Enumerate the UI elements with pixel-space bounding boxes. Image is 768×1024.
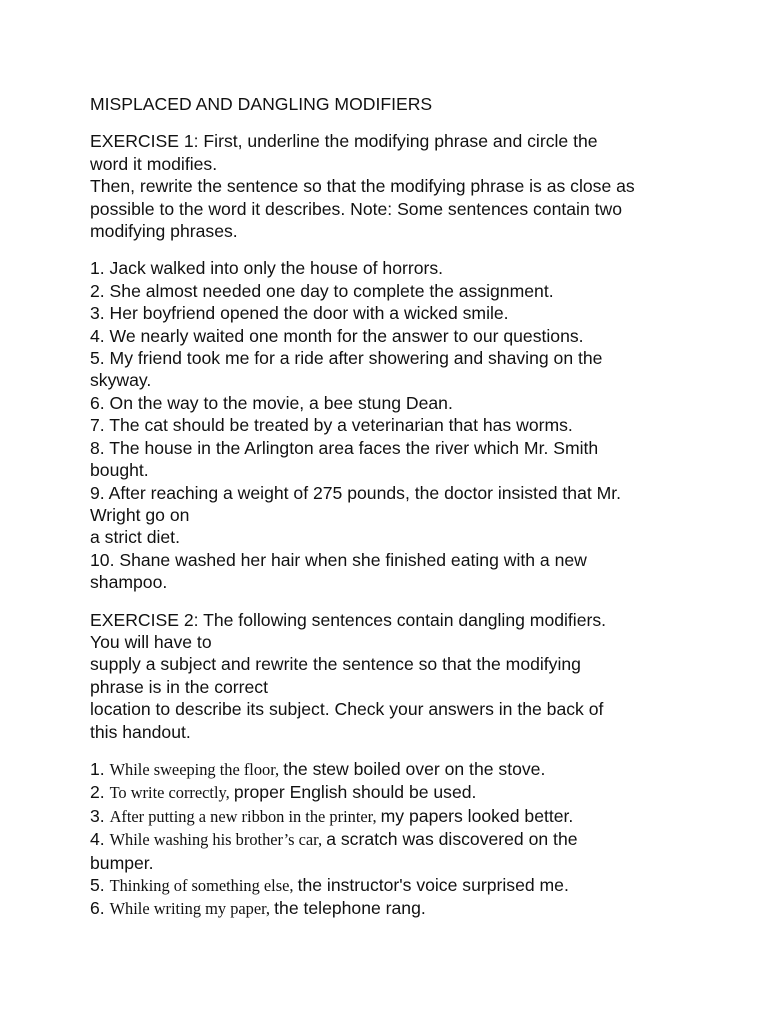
exercise-1-item <box>90 325 690 347</box>
item-text: a scratch was discovered on the <box>326 829 578 850</box>
exercise-2-list <box>90 758 690 921</box>
item-line: bought. <box>90 460 149 481</box>
item-line: shampoo. <box>90 572 168 593</box>
instruction-line: phrase is in the correct <box>90 676 268 697</box>
modifying-phrase: While writing my paper, <box>109 899 275 919</box>
exercise-1-item <box>90 257 690 279</box>
item-line <box>90 874 690 897</box>
exercise-1-item <box>90 549 690 594</box>
item-line: 9. After reaching a weight of 275 pounds, the doctor insisted that Mr. <box>90 482 622 503</box>
instruction-line: EXERCISE 1: First, underline the modifying phrase and circle the <box>90 131 598 152</box>
instruction-line: modifying phrases. <box>90 221 238 242</box>
item-line: 4. We nearly waited one month for the answer to our questions. <box>90 325 584 346</box>
item-line <box>90 805 690 828</box>
modifying-phrase: While washing his brother’s car, <box>109 830 327 850</box>
instruction-line: word it modifies. <box>90 153 218 174</box>
instruction-line: supply a subject and rewrite the sentence so that the modifying <box>90 654 581 675</box>
instruction-line: Then, rewrite the sentence so that the modifying phrase is as close as <box>90 176 635 197</box>
item-line: 8. The house in the Arlington area faces the river which Mr. Smith <box>90 437 599 458</box>
item-number: 1. <box>90 758 110 779</box>
instruction-line: this handout. <box>90 721 191 742</box>
item-text: the telephone rang. <box>274 898 426 919</box>
item-line: Wright go on <box>90 504 190 525</box>
modifying-phrase: After putting a new ribbon in the printer, <box>109 806 381 826</box>
item-number: 3. <box>90 805 110 826</box>
modifying-phrase: While sweeping the floor, <box>109 759 284 779</box>
item-number: 6. <box>90 898 110 919</box>
item-number: 4. <box>90 829 110 850</box>
exercise-1-item <box>90 280 690 302</box>
instruction-line: location to describe its subject. Check your answers in the back of <box>90 699 604 720</box>
exercise-1-item <box>90 414 690 436</box>
item-number: 2. <box>90 782 110 803</box>
item-line <box>90 897 690 920</box>
instruction-line: possible to the word it describes. Note: Some sentences contain two <box>90 198 623 219</box>
item-text: my papers looked better. <box>380 805 574 826</box>
exercise-2-item <box>90 874 690 897</box>
exercise-1-item <box>90 482 690 549</box>
item-line: a strict diet. <box>90 527 180 548</box>
item-line <box>90 758 690 781</box>
item-line: 1. Jack walked into only the house of horrors. <box>90 258 444 279</box>
exercise-1-item <box>90 347 690 392</box>
exercise-2-item <box>90 758 690 781</box>
modifying-phrase: To write correctly, <box>109 783 234 803</box>
instruction-line: EXERCISE 2: The following sentences contain dangling modifiers. <box>90 609 607 630</box>
exercise-1-item <box>90 302 690 324</box>
item-text: the stew boiled over on the stove. <box>283 758 546 779</box>
exercise-1-list <box>90 257 690 593</box>
item-line: 10. Shane washed her hair when she finished eating with a new <box>90 549 587 570</box>
exercise-1-item <box>90 392 690 414</box>
item-number: 5. <box>90 875 110 895</box>
item-line: 6. On the way to the movie, a bee stung Dean. <box>90 392 453 413</box>
item-line <box>90 781 690 804</box>
item-line: 2. She almost needed one day to complete the assignment. <box>90 280 554 301</box>
item-line: 7. The cat should be treated by a veterinarian that has worms. <box>90 415 573 436</box>
item-line: 3. Her boyfriend opened the door with a wicked smile. <box>90 303 509 324</box>
item-text: the instructor's voice surprised me. <box>297 875 569 895</box>
exercise-2-item <box>90 897 690 920</box>
exercise-2-item <box>90 828 690 874</box>
document-title: MISPLACED AND DANGLING MODIFIERS <box>90 94 433 114</box>
item-line: 5. My friend took me for a ride after showering and shaving on the <box>90 348 603 369</box>
exercise-1-instructions <box>90 130 690 242</box>
item-line <box>90 828 690 851</box>
item-line: bumper. <box>90 852 154 873</box>
modifying-phrase: Thinking of something else, <box>109 876 298 895</box>
handout-page <box>90 93 690 936</box>
exercise-2-item <box>90 805 690 828</box>
exercise-1-item <box>90 437 690 482</box>
item-line: skyway. <box>90 370 152 391</box>
exercise-2-instructions <box>90 609 690 743</box>
instruction-line: You will have to <box>90 631 212 652</box>
exercise-2-item <box>90 781 690 804</box>
item-text: proper English should be used. <box>233 782 477 803</box>
